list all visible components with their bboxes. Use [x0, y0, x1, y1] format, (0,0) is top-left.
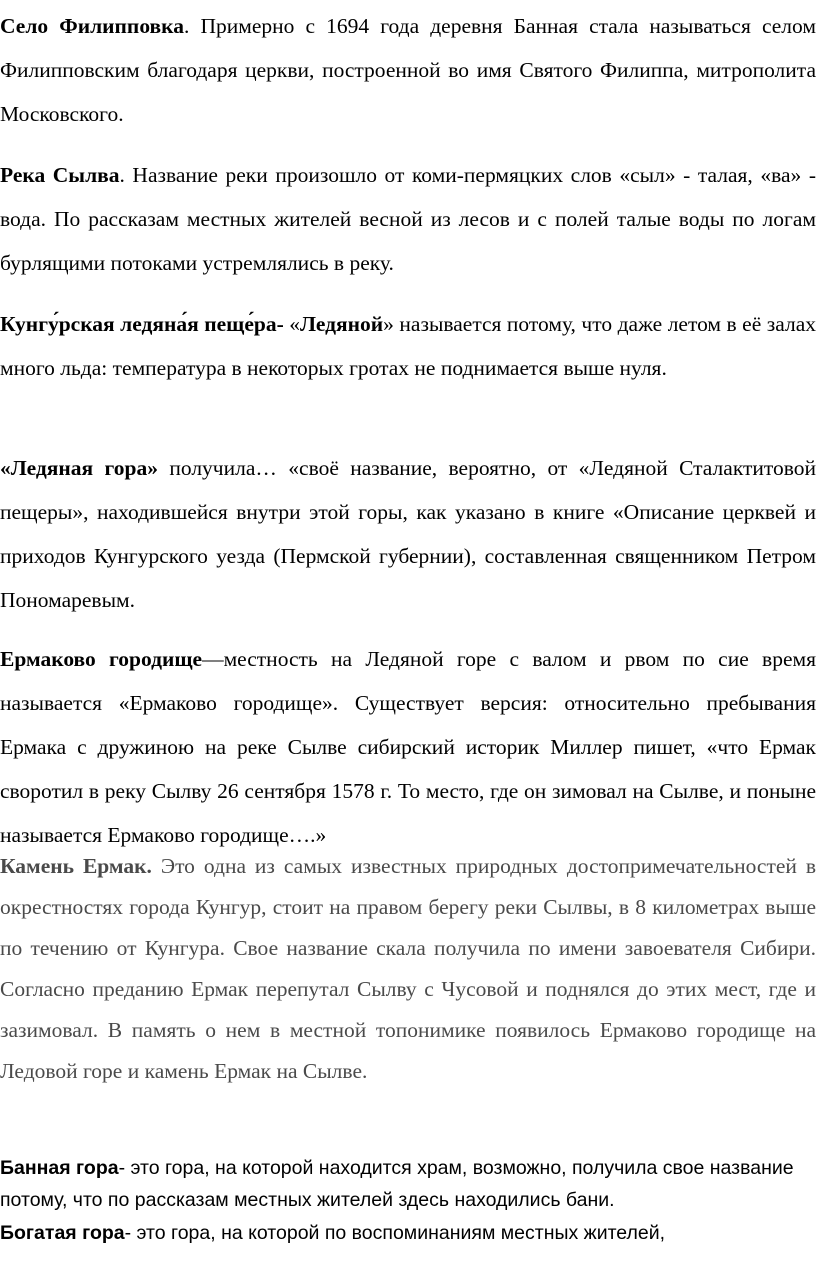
term-bannaya-gora: Банная гора [0, 1157, 119, 1179]
paragraph-text: - это гора, на которой по воспоминаниям местных жителей, [124, 1222, 666, 1244]
term-reka-sylva: Река Сылва [0, 163, 120, 187]
paragraph-text: получила… «своё название, вероятно, от «Ледяной Сталактитовой пещеры», находившейся внутри этой горы, как указано в книге «Описание церквей и приходов Кунгурского уезда (Пермской губернии), составленная священником Петром Пономаревым. [0, 456, 816, 612]
term-ledyanaya-gora: «Ледяная гора» [0, 456, 158, 480]
paragraph-bannaya-gora [0, 1152, 816, 1216]
paragraph-text-prefix: « [283, 312, 300, 336]
term-bogataya-gora: Богатая гора [0, 1222, 125, 1244]
paragraph-reka-sylva [0, 153, 816, 285]
paragraph-text: . Название реки произошло от коми-пермяцких слов «сыл» - талая, «ва» - вода. По рассказам местных жителей весной из лесов и с полей талые воды по логам бурлящими потоками устремлялись в реку. [0, 163, 816, 275]
paragraph-text: - это гора, на которой находится храм, возможно, получила свое название потому, что по рассказам местных жителей здесь находились бани. [0, 1157, 794, 1211]
paragraph-kamen-ermak [0, 846, 816, 1092]
paragraph-selo-filippovka [0, 4, 816, 136]
paragraph-bogataya-gora [0, 1217, 816, 1249]
paragraph-ledyanaya-gora [0, 446, 816, 622]
paragraph-text: —местность на Ледяной горе с валом и рвом по сие время называется «Ермаково городище». Существует версия: относительно пребывания Ермака с дружиною на реке Сылве сибирский историк Миллер пишет, «что Ермак своротил в реку Сылву 26 сентября 1578 г. То место, где он зимовал на Сылве, и поныне называется Ермаково городище….» [0, 647, 816, 847]
paragraph-ermakovo-gorodishche [0, 637, 816, 857]
paragraph-kungurskaya-peshchera [0, 302, 816, 390]
paragraph-text: . Примерно с 1694 года деревня Банная стала называться селом Филипповским благодаря церкви, построенной во имя Святого Филиппа, митрополита Московского. [0, 14, 816, 126]
term-kungurskaya-peshchera: Кунгу́рская ледяна́я пеще́ра- [0, 312, 284, 336]
term-selo-filippovka: Село Филипповка [0, 14, 184, 38]
term-kamen-ermak: Камень Ермак. [0, 854, 152, 878]
paragraph-text: » называется потому, что даже летом в её залах много льда: температура в некоторых гротах не поднимается выше нуля. [0, 312, 816, 380]
term-ermakovo-gorodishche: Ермаково городище [0, 647, 203, 671]
term-ledyanoy: Ледяной [299, 312, 384, 336]
paragraph-text: Это одна из самых известных природных достопримечательностей в окрестностях города Кунгур, стоит на правом берегу реки Сылвы, в 8 километрах выше по течению от Кунгура. Свое название скала получила по имени завоевателя Сибири. Согласно преданию Ермак перепутал Сылву с Чусовой и поднялся до этих мест, где и зазимовал. В память о нем в местной топонимике появилось Ермаково городище на Ледовой горе и камень Ермак на Сылве. [0, 854, 816, 1083]
